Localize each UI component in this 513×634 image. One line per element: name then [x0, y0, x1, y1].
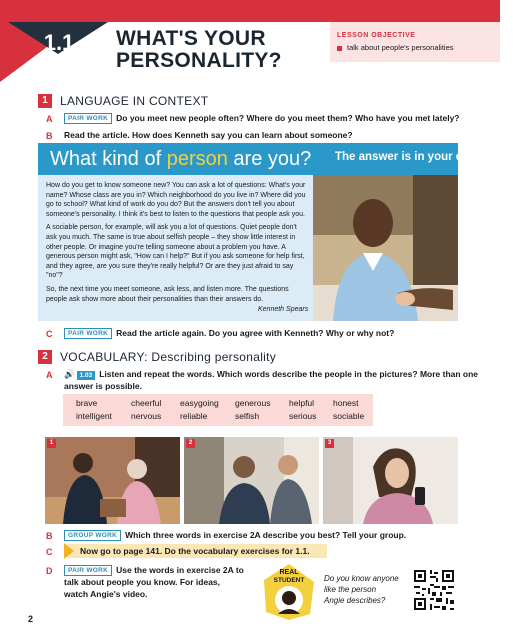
group-work-tag: GROUP WORK [64, 530, 121, 541]
exercise-2a-line1 [64, 368, 494, 380]
picture-1-number: 1 [47, 439, 56, 448]
vocab-word: serious [289, 411, 317, 421]
page-number: 2 [28, 614, 34, 624]
exercise-2d-letter: D [46, 566, 53, 576]
article-title-highlight: person [166, 148, 228, 170]
video-question [324, 573, 410, 606]
picture-2 [184, 437, 319, 524]
exercise-1c-text: Read the article again. Do you agree with Kenneth? Why or why not? [116, 328, 395, 338]
vocab-word: brave [76, 398, 98, 408]
vocab-word: generous [235, 398, 271, 408]
exercise-2d-line1 [64, 564, 264, 576]
exercise-2d-text-line1: Use the words in exercise 2A to [116, 565, 244, 575]
article-title-part3: are you? [227, 148, 312, 170]
exercise-2b-letter: B [46, 531, 53, 541]
vocab-word: reliable [180, 411, 208, 421]
unit-number: 1.1 [43, 30, 75, 55]
section-2-number: 2 [38, 350, 52, 364]
picture-2-image [184, 437, 319, 524]
speaker-icon[interactable]: 🔊 [64, 369, 75, 379]
picture-2-number: 2 [186, 439, 195, 448]
article-paragraph-2: A sociable person, for example, will ask you a lot of questions. Quiet people don't ask you much. The same is true about selfish people – they show little interest in other people. Or imagine you're telling someone about a problem you have. A generous person might ask, "How can I help?" But if you ask someone for help first, and they agree, are you sure they're really helpful? Or are they just afraid to say "no"? [46, 224, 305, 280]
exercise-2a [64, 368, 494, 392]
exercise-2c-text[interactable]: Now go to page 141. Do the vocabulary exercises for 1.1. [80, 546, 310, 556]
exercise-2b-text: Which three words in exercise 2A describe you best? Tell your group. [125, 530, 407, 540]
real-label: REAL [279, 569, 299, 576]
vocab-word: intelligent [76, 411, 112, 421]
vocab-word: selfish [235, 411, 260, 421]
exercise-1a-letter: A [46, 114, 53, 124]
section-1-number: 1 [38, 94, 52, 108]
article-paragraph-3: So, the next time you meet someone, ask less, and listen more. The questions people ask show more about their personalities than their answers do. [46, 285, 289, 303]
lesson-title [116, 28, 326, 72]
pair-work-tag: PAIR WORK [64, 113, 112, 124]
picture-1-image [45, 437, 180, 524]
student-label: STUDENT [273, 577, 305, 584]
article-title-part1: What kind of [50, 148, 167, 170]
real-student-badge[interactable] [262, 562, 316, 622]
article [38, 143, 513, 321]
article-body [46, 181, 308, 308]
photo-handshake [313, 175, 458, 321]
vocab-word: nervous [131, 411, 162, 421]
square-bullet-icon [337, 46, 342, 51]
article-subtitle: The answer is in your questions. [335, 151, 513, 163]
objective-box [330, 22, 500, 62]
picture-3 [323, 437, 458, 524]
vocab-word: honest [333, 398, 359, 408]
article-paragraph-1: How do you get to know someone new? You can ask a lot of questions: What's your name? Whose class are you in? Which neighborhood do you live in? Where did you go to school? What kind of work do you do? But the answers don't tell you about someone's personality. I think it's best to listen to the questions that people ask you. [46, 182, 306, 218]
exercise-2d-text-line2: talk about people you know. For ideas, [64, 577, 221, 587]
pair-work-tag: PAIR WORK [64, 565, 112, 576]
vocab-word: cheerful [131, 398, 162, 408]
article-author: Kenneth Spears [258, 306, 309, 313]
exercise-1b-letter: B [46, 131, 53, 141]
objective-label: LESSON OBJECTIVE [337, 32, 416, 39]
arrow-right-icon [64, 543, 74, 559]
exercise-2d [64, 564, 264, 600]
qr-code-icon[interactable] [412, 568, 456, 612]
vocab-word: helpful [289, 398, 315, 408]
section-2-title: VOCABULARY: Describing personality [60, 350, 277, 364]
objective-text: talk about people's personalities [347, 43, 454, 52]
exercise-2b [64, 529, 484, 541]
article-title [50, 148, 311, 171]
picture-3-number: 3 [325, 439, 334, 448]
picture-3-image [323, 437, 458, 524]
exercise-2c-letter: C [46, 547, 53, 557]
exercise-1c-letter: C [46, 329, 53, 339]
exercise-2a-text-line2: answer is possible. [64, 381, 142, 391]
objective-item [337, 43, 454, 52]
exercise-1a-text: Do you meet new people often? Where do you meet them? Who have you met lately? [116, 113, 460, 123]
lesson-title-line2: PERSONALITY? [116, 49, 282, 72]
exercise-1c [64, 327, 484, 339]
video-question-line3: Angie describes? [324, 596, 386, 605]
section-1-title: LANGUAGE IN CONTEXT [60, 94, 209, 108]
exercise-2a-letter: A [46, 370, 53, 380]
vocab-word: easygoing [180, 398, 219, 408]
exercise-2a-text-line1: Listen and repeat the words. Which words describe the people in the pictures? More than one [99, 369, 479, 379]
exercise-1a [64, 112, 484, 124]
audio-track-tag[interactable]: 1.03 [77, 371, 96, 380]
video-question-line2: like the person [324, 585, 377, 594]
vocab-word: sociable [333, 411, 365, 421]
pair-work-tag: PAIR WORK [64, 328, 112, 339]
picture-1 [45, 437, 180, 524]
exercise-1b-text: Read the article. How does Kenneth say you can learn about someone? [64, 130, 353, 140]
exercise-2d-text-line3: watch Angie's video. [64, 589, 148, 599]
lesson-title-line1: WHAT'S YOUR [116, 27, 266, 50]
video-question-line1: Do you know anyone [324, 574, 399, 583]
